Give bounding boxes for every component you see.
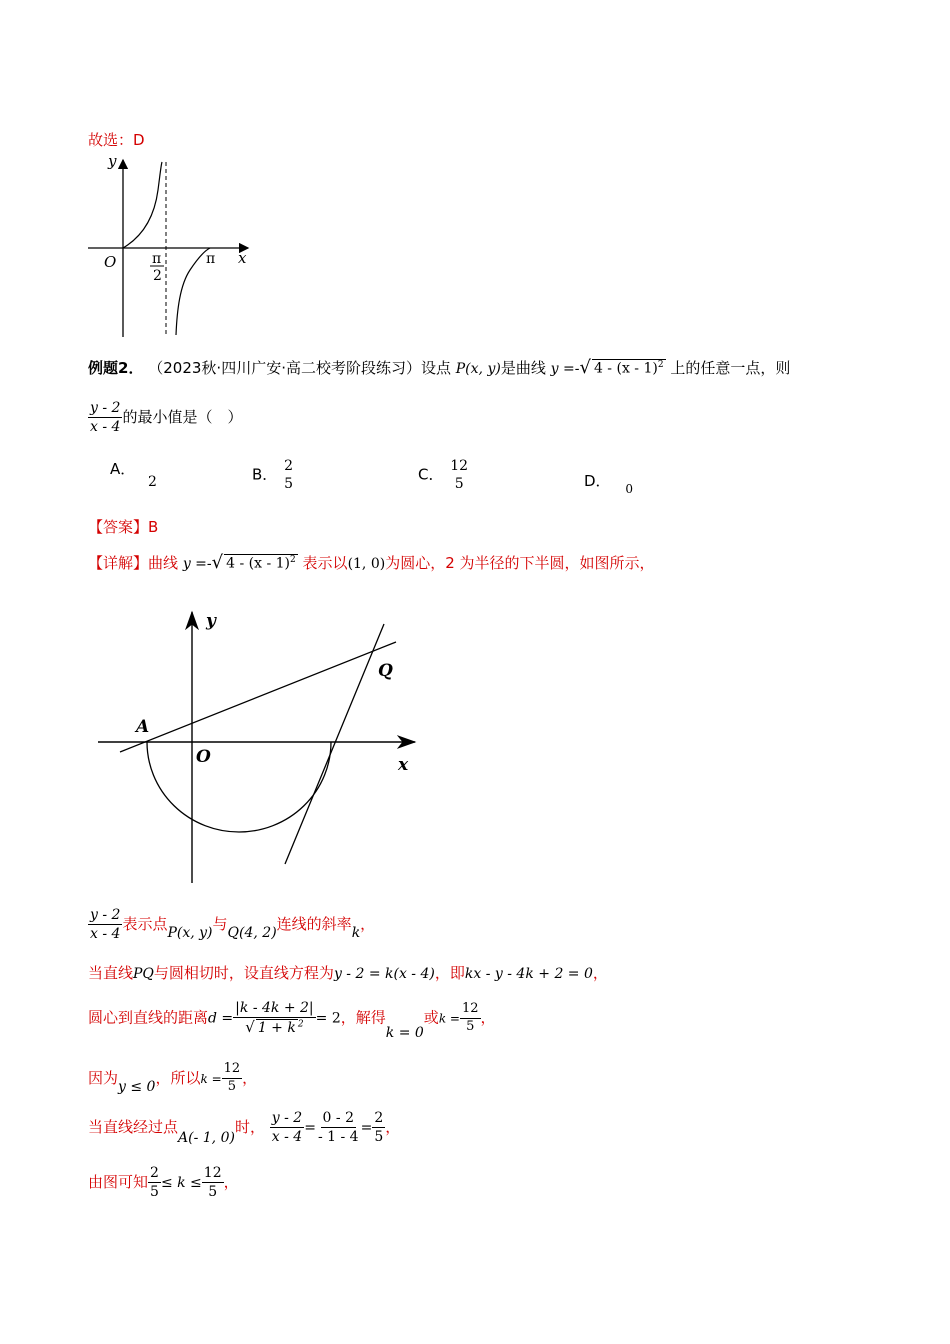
solution-line-6 xyxy=(88,1165,239,1200)
y-label-2: y xyxy=(206,611,216,631)
l2-text2: 与圆相切时，设直线方程为 xyxy=(153,964,334,982)
option-c-letter: C． xyxy=(418,465,444,484)
answer-value: B xyxy=(148,518,159,536)
option-c-den: 5 xyxy=(454,476,464,493)
example-text2: 是曲线 xyxy=(500,359,546,377)
l3-fden: 5 xyxy=(466,1018,475,1034)
solution-line-2 xyxy=(88,962,608,983)
curve-lhs: y =- xyxy=(550,361,580,377)
l6-fraction-2 xyxy=(202,1165,224,1200)
l2-equation: y - 2 = k(x - 4) xyxy=(333,966,435,982)
l6-f1d: 5 xyxy=(150,1184,159,1201)
option-b-num: 2 xyxy=(284,458,293,474)
answer-line xyxy=(88,516,158,537)
slope-frac-num: y - 2 xyxy=(88,907,122,925)
l6-f2n: 12 xyxy=(202,1165,224,1183)
a-label: A xyxy=(136,717,150,737)
slope-fraction xyxy=(88,907,122,942)
l3-fnum: 12 xyxy=(460,1002,481,1019)
l5-fraction-3 xyxy=(372,1110,385,1145)
l3-k0: k = 0 xyxy=(385,1024,424,1041)
tangent-line xyxy=(285,624,384,864)
x-label: x xyxy=(238,249,247,267)
option-d[interactable] xyxy=(584,470,633,496)
example-text3: 上的任意一点，则 xyxy=(670,359,791,377)
l5-text3: ， xyxy=(385,1118,401,1137)
option-d-value: 0 xyxy=(625,482,633,496)
example-line: 例题2． （2023秋·四川广安·高二校考阶段练习）设点 P(x, y)是曲线 y =-√ 4 - (x - 1)$^2$ 上的任意一点，则 xyxy=(88,357,791,378)
detail-text3: 为圆心，2 为半径的下半圆，如图所示， xyxy=(385,554,655,572)
semicircle-graph xyxy=(90,600,430,890)
option-a-value: 2 xyxy=(148,474,157,490)
l4-fden: 5 xyxy=(227,1078,237,1094)
tan-branch-left xyxy=(123,162,162,248)
solution-line-4 xyxy=(88,1062,257,1095)
answer-label: 【答案】 xyxy=(88,518,149,536)
slope-frac-den: x - 4 xyxy=(90,926,121,943)
l6-f1n: 2 xyxy=(148,1165,161,1183)
detail-text2: 表示以 xyxy=(302,554,348,572)
l2-text3: ，即 xyxy=(434,964,465,982)
l3-den-wrap: √ 1 + k $^2$ xyxy=(245,1018,304,1037)
l3-text1: 圆心到直线的距离 xyxy=(88,1008,209,1027)
l3-k: k = xyxy=(438,1011,460,1026)
q-label: Q xyxy=(378,661,393,681)
option-a[interactable] xyxy=(110,458,157,490)
l3-num: |k - 4k + 2| xyxy=(233,1000,315,1018)
l1-text4: ， xyxy=(360,915,376,934)
l3-k-fraction xyxy=(460,1002,481,1035)
detail-text1: 曲线 xyxy=(148,554,179,572)
l4-fnum: 12 xyxy=(222,1062,243,1079)
l1-point-p: P(x, y) xyxy=(167,925,213,942)
tan-branch-right xyxy=(176,248,210,335)
l5-f1n: y - 2 xyxy=(270,1110,304,1128)
option-b-fraction xyxy=(282,458,295,492)
curve-root-body: 4 - (x - 1) xyxy=(593,361,658,377)
option-a-letter: A． xyxy=(110,460,136,478)
selection-answer: D xyxy=(133,131,145,149)
l3-text4: ， xyxy=(480,1008,496,1027)
l6-f2d: 5 xyxy=(208,1184,218,1201)
half-pi-den: 2 xyxy=(153,268,162,284)
curve-root xyxy=(592,359,666,377)
l5-fraction-1 xyxy=(270,1110,304,1145)
detail-line: 【详解】曲线 y =-√ 4 - (x - 1)$^2$ 表示以(1, 0)为圆心，2 为半径的下半圆，如图所示， xyxy=(88,552,655,573)
l5-text2: 时， xyxy=(234,1118,265,1137)
origin-label-2: O xyxy=(196,747,211,767)
example-number: 2 xyxy=(118,359,129,377)
l5-f2d: - 1 - 4 xyxy=(317,1129,359,1146)
l5-f1d: x - 4 xyxy=(271,1129,303,1146)
solution-line-1 xyxy=(88,907,375,942)
selection-line xyxy=(88,129,145,150)
selection-label: 故选： xyxy=(88,131,134,149)
l2-pq: PQ xyxy=(133,966,154,982)
l4-k-fraction xyxy=(222,1062,243,1095)
l3-d: d = xyxy=(208,1010,234,1027)
l1-k: k xyxy=(351,925,361,942)
l3-text3: 或 xyxy=(423,1008,439,1027)
l6-mid: ≤ k ≤ xyxy=(160,1175,202,1192)
l1-text3: 连线的斜率 xyxy=(276,915,352,934)
l3-eq: = 2 xyxy=(315,1010,341,1027)
l6-text1: 由图可知 xyxy=(88,1173,149,1192)
l4-k: k = xyxy=(200,1071,222,1086)
detail-curve-root-body: 4 - (x - 1) xyxy=(226,556,291,572)
example-text1: 设点 xyxy=(420,359,451,377)
l2-text4: ， xyxy=(592,964,608,982)
l5-f3d: 5 xyxy=(374,1129,384,1146)
option-b-den: 5 xyxy=(284,476,293,493)
l2-equation2: kx - y - 4k + 2 = 0 xyxy=(464,966,593,982)
l4-text2: ，所以 xyxy=(155,1068,201,1087)
option-b-letter: B． xyxy=(252,465,278,484)
y-label: y xyxy=(108,152,117,170)
l1-text1: 表示点 xyxy=(122,915,168,934)
l5-f2n: 0 - 2 xyxy=(321,1110,356,1128)
frac-num: y - 2 xyxy=(88,400,122,418)
l3-text2: ，解得 xyxy=(340,1008,386,1027)
option-b[interactable] xyxy=(252,458,295,492)
l2-text1: 当直线 xyxy=(88,964,134,982)
l1-text2: 与 xyxy=(212,915,228,934)
l3-exp: 2 xyxy=(297,1019,304,1030)
solution-line-5 xyxy=(88,1110,400,1145)
option-c-fraction xyxy=(448,458,470,492)
l5-fraction-2 xyxy=(316,1110,361,1145)
l6-text2: ， xyxy=(223,1173,239,1192)
tangent-graph xyxy=(80,150,260,345)
origin-label: O xyxy=(104,253,117,271)
l4-text3: ， xyxy=(242,1068,258,1087)
detail-label: 【详解】 xyxy=(88,554,149,572)
example-label: 例题 xyxy=(88,359,119,377)
example-source: （2023秋·四川广安·高二校考阶段练习） xyxy=(148,359,421,377)
l3-den: 1 + k xyxy=(257,1020,296,1037)
solution-line-3 xyxy=(88,1000,496,1041)
distance-fraction xyxy=(233,1000,315,1036)
l1-point-q: Q(4, 2) xyxy=(227,925,277,942)
l4-text1: 因为 xyxy=(88,1068,119,1087)
l6-fraction-1 xyxy=(148,1165,161,1200)
l5-text1: 当直线经过点 xyxy=(88,1118,179,1137)
l5-f3n: 2 xyxy=(372,1110,385,1128)
l4-condition: y ≤ 0 xyxy=(118,1078,156,1095)
half-pi-num: π xyxy=(152,251,162,267)
frac-den: x - 4 xyxy=(90,419,121,436)
example-fraction-line xyxy=(88,400,242,435)
pi-label: π xyxy=(206,251,216,267)
curve-exp: 2 xyxy=(657,360,664,371)
l5-eq1: = xyxy=(304,1120,316,1137)
line-aq xyxy=(120,642,396,752)
option-c-num: 12 xyxy=(450,458,469,474)
point-p: P(x, y) xyxy=(455,361,501,377)
example-text4: 的最小值是（ ） xyxy=(122,408,243,427)
detail-curve-exp: 2 xyxy=(290,555,296,566)
example-fraction xyxy=(88,400,122,435)
detail-curve-lhs: y =- xyxy=(182,556,212,572)
option-c[interactable] xyxy=(418,458,470,492)
option-d-letter: D． xyxy=(584,472,611,490)
detail-curve-root xyxy=(224,554,298,572)
x-label-2: x xyxy=(398,755,409,775)
l5-point-a: A(- 1, 0) xyxy=(178,1130,235,1147)
detail-center: (1, 0) xyxy=(347,556,386,572)
l5-eq2: = xyxy=(360,1120,373,1137)
